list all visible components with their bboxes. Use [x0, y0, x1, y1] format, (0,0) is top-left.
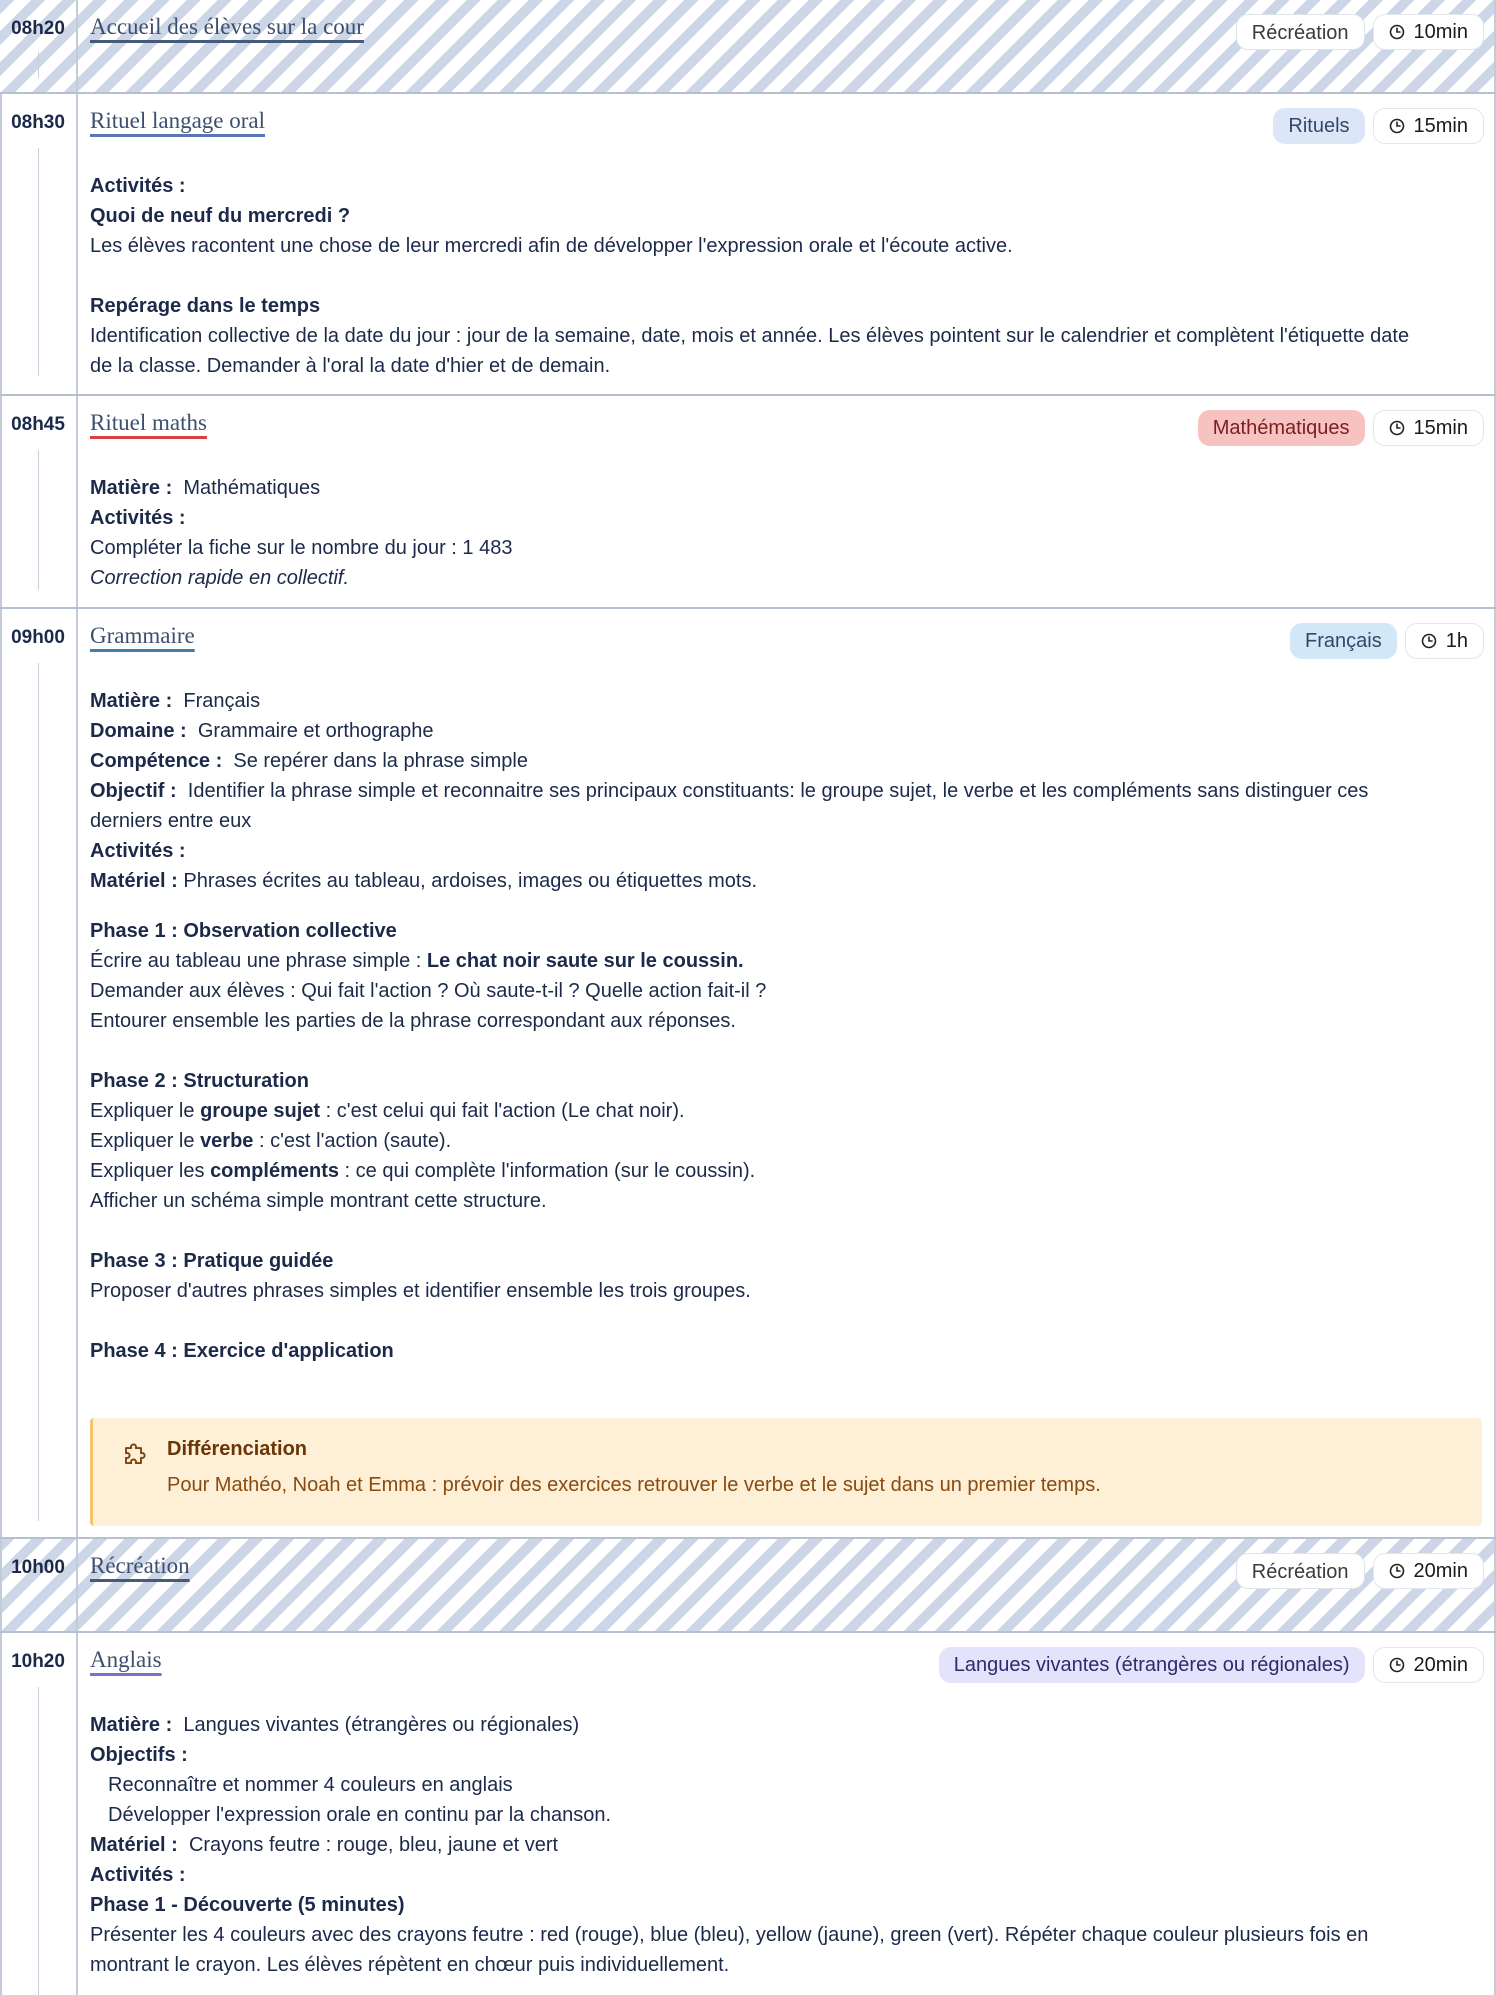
- objectif-row: [90, 776, 1482, 806]
- objectif-continued: derniers entre eux: [90, 810, 252, 832]
- phase-line: [90, 1126, 1482, 1156]
- activity-title: Quoi de neuf du mercredi ?: [90, 205, 351, 227]
- time-divider: [76, 609, 78, 1539]
- slot-border: [0, 94, 2, 396]
- slot-content: [90, 686, 1482, 1366]
- differenciation-title: Différenciation: [167, 1438, 308, 1460]
- clock-icon: [1389, 420, 1405, 436]
- activity-text: Compléter la fiche sur le nombre du jour : 1 483: [90, 537, 513, 559]
- time-divider: [76, 1633, 78, 1995]
- slot-guide: [38, 148, 39, 376]
- phase-text: Expliquer le: [90, 1130, 201, 1152]
- activity-text: de la classe. Demander à l'oral la date d'hier et de demain.: [90, 355, 611, 377]
- duration-text: 15min: [1413, 115, 1468, 137]
- differenciation-text: Pour Mathéo, Noah et Emma : prévoir des exercices retrouver le verbe et le sujet dans un premier temps.: [167, 1474, 1101, 1496]
- objectif-item: Développer l'expression orale en continu par la chanson.: [108, 1804, 612, 1826]
- slot-tags: [1273, 108, 1484, 144]
- matiere-value: Mathématiques: [183, 477, 321, 499]
- clock-icon: [1389, 24, 1405, 40]
- domaine-label: Domaine :: [90, 720, 187, 742]
- phase-text: Expliquer le: [90, 1100, 201, 1122]
- matiere-label: Matière :: [90, 690, 173, 712]
- competence-row: [90, 746, 1482, 776]
- time-divider: [76, 1539, 78, 1633]
- domaine-value: Grammaire et orthographe: [197, 720, 434, 742]
- phase-title: Phase 4 : Exercice d'application: [90, 1340, 394, 1362]
- duration-badge: [1373, 14, 1484, 50]
- duration-text: 15min: [1413, 417, 1468, 439]
- slot-guide: [38, 450, 39, 590]
- duration-badge: [1373, 1647, 1484, 1683]
- phase-line: [90, 1156, 1482, 1186]
- slot-time: 09h00: [11, 627, 65, 648]
- phase-line: Proposer d'autres phrases simples et identifier ensemble les trois groupes.: [90, 1280, 751, 1302]
- phase-line: Demander aux élèves : Qui fait l'action ? Où saute-t-il ? Quelle action fait-il ?: [90, 980, 767, 1002]
- phase-title: Phase 1 : Observation collective: [90, 920, 397, 942]
- slot-title[interactable]: Rituel langage oral: [90, 108, 265, 133]
- slot-time: 10h00: [11, 1557, 65, 1578]
- matiere-label: Matière :: [90, 1714, 173, 1736]
- phase-title: Phase 2 : Structuration: [90, 1070, 309, 1092]
- matiere-label: Matière :: [90, 477, 173, 499]
- activity-text: Identification collective de la date du jour : jour de la semaine, date, mois et année. Les élèves pointent sur le calendrier et complètent l'étiquette date: [90, 325, 1410, 347]
- slot-title[interactable]: Accueil des élèves sur la cour: [90, 14, 364, 39]
- subject-tag[interactable]: Récréation: [1236, 14, 1365, 50]
- activity-note: Correction rapide en collectif.: [90, 567, 350, 589]
- puzzle-icon: [121, 1438, 151, 1468]
- materiel-row: [90, 1830, 1482, 1860]
- example-sentence: Le chat noir saute sur le coussin.: [426, 950, 744, 972]
- clock-icon: [1389, 1657, 1405, 1673]
- time-divider: [76, 0, 78, 94]
- clock-icon: [1389, 1563, 1405, 1579]
- keyword: compléments: [210, 1160, 339, 1182]
- phase-text: : ce qui complète l'information (sur le coussin).: [339, 1160, 756, 1182]
- matiere-row: [90, 1710, 1482, 1740]
- keyword: verbe: [200, 1130, 254, 1152]
- matiere-value: Français: [183, 690, 261, 712]
- slot-content: [90, 171, 1482, 381]
- duration-badge: [1373, 1553, 1484, 1589]
- schedule-slot-rituel-langage-oral[interactable]: [0, 94, 1496, 396]
- matiere-row: [90, 473, 1482, 503]
- phase-line: Afficher un schéma simple montrant cette structure.: [90, 1190, 547, 1212]
- clock-icon: [1389, 118, 1405, 134]
- slot-tags: [1236, 14, 1484, 50]
- competence-value: Se repérer dans la phrase simple: [233, 750, 528, 772]
- keyword: groupe sujet: [200, 1100, 321, 1122]
- activities-label: Activités :: [90, 840, 186, 862]
- slot-time: 10h20: [11, 1651, 65, 1672]
- subject-tag[interactable]: Rituels: [1273, 108, 1364, 144]
- materiel-label: Matériel :: [90, 1834, 178, 1856]
- slot-border: [0, 1633, 2, 1995]
- subject-tag[interactable]: Mathématiques: [1198, 410, 1365, 446]
- duration-badge: [1405, 623, 1484, 659]
- phase-title: Phase 3 : Pratique guidée: [90, 1250, 334, 1272]
- subject-tag[interactable]: Français: [1290, 623, 1397, 659]
- matiere-row: [90, 686, 1482, 716]
- schedule-slot-anglais[interactable]: [0, 1633, 1496, 1995]
- schedule-slot-rituel-maths[interactable]: [0, 396, 1496, 609]
- schedule-slot-grammaire[interactable]: [0, 609, 1496, 1539]
- duration-text: 20min: [1413, 1654, 1468, 1676]
- differenciation-box: [90, 1418, 1482, 1526]
- phase-line: Présenter les 4 couleurs avec des crayons feutre : red (rouge), blue (bleu), yellow (jaune), green (vert). Répéter chaque couleur plusieurs fois en: [90, 1924, 1369, 1946]
- phase-text: : c'est l'action (saute).: [253, 1130, 452, 1152]
- slot-tags: [939, 1647, 1484, 1683]
- activity-text: Les élèves racontent une chose de leur mercredi afin de développer l'expression orale et l'écoute active.: [90, 235, 1013, 257]
- slot-guide: [38, 52, 39, 78]
- materiel-label: Matériel :: [90, 870, 178, 892]
- clock-icon: [1421, 633, 1437, 649]
- slot-content: [90, 1710, 1482, 1980]
- subject-tag[interactable]: Récréation: [1236, 1553, 1365, 1589]
- phase-line: [90, 1096, 1482, 1126]
- matiere-value: Langues vivantes (étrangères ou régionales): [183, 1714, 580, 1736]
- phase-text: Expliquer les: [90, 1160, 211, 1182]
- materiel-value: Phrases écrites au tableau, ardoises, images ou étiquettes mots.: [183, 870, 758, 892]
- slot-content: [90, 473, 1482, 593]
- phase-title: Phase 1 - Découverte (5 minutes): [90, 1894, 405, 1916]
- slot-title[interactable]: Rituel maths: [90, 410, 207, 435]
- slot-guide: [38, 663, 39, 1521]
- slot-guide: [38, 1687, 39, 1995]
- duration-text: 10min: [1413, 21, 1468, 43]
- slot-border: [0, 609, 2, 1539]
- domaine-row: [90, 716, 1482, 746]
- objectifs-label: Objectifs :: [90, 1744, 188, 1766]
- duration-badge: [1373, 410, 1484, 446]
- activity-title: Repérage dans le temps: [90, 295, 321, 317]
- phase-line: [90, 946, 1482, 976]
- materiel-row: [90, 866, 1482, 896]
- schedule-slot-recreation[interactable]: [0, 1539, 1496, 1633]
- slot-title[interactable]: Récréation: [90, 1553, 190, 1578]
- objectif-item: Reconnaître et nommer 4 couleurs en anglais: [108, 1774, 513, 1796]
- slot-time: 08h20: [11, 18, 65, 39]
- slot-border: [0, 1539, 2, 1633]
- slot-title[interactable]: Grammaire: [90, 623, 195, 648]
- objectif-value: Identifier la phrase simple et reconnaitre ses principaux constituants: le groupe sujet, le verbe et les compléments sans distinguer ces: [187, 780, 1369, 802]
- slot-title[interactable]: Anglais: [90, 1647, 162, 1672]
- slot-tags: [1290, 623, 1484, 659]
- duration-text: 20min: [1413, 1560, 1468, 1582]
- time-divider: [76, 396, 78, 609]
- activities-label: Activités :: [90, 507, 186, 529]
- materiel-value: Crayons feutre : rouge, bleu, jaune et vert: [188, 1834, 559, 1856]
- schedule-slot-recreation-morning[interactable]: [0, 0, 1496, 94]
- competence-label: Compétence :: [90, 750, 223, 772]
- subject-tag[interactable]: Langues vivantes (étrangères ou régionales): [939, 1647, 1365, 1683]
- slot-time: 08h45: [11, 414, 65, 435]
- time-divider: [76, 94, 78, 396]
- phase-line: Entourer ensemble les parties de la phrase correspondant aux réponses.: [90, 1010, 736, 1032]
- objectif-label: Objectif :: [90, 780, 177, 802]
- slot-time: 08h30: [11, 112, 65, 133]
- phase-text: Écrire au tableau une phrase simple :: [90, 950, 427, 972]
- slot-tags: [1236, 1553, 1484, 1589]
- slot-tags: [1198, 410, 1484, 446]
- phase-text: : c'est celui qui fait l'action (Le chat noir).: [320, 1100, 685, 1122]
- duration-text: 1h: [1445, 630, 1468, 652]
- phase-line: montrant le crayon. Les élèves répètent en chœur puis individuellement.: [90, 1954, 730, 1976]
- activities-label: Activités :: [90, 175, 186, 197]
- activities-label: Activités :: [90, 1864, 186, 1886]
- duration-badge: [1373, 108, 1484, 144]
